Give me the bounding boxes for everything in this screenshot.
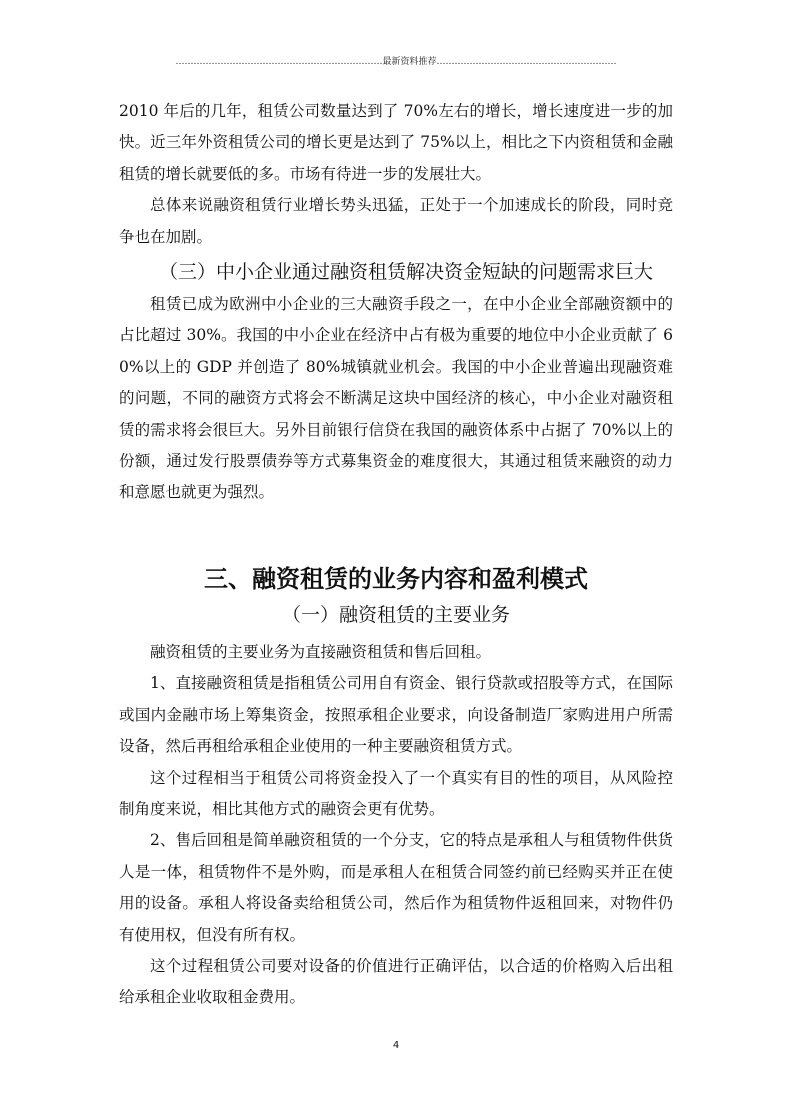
section-heading-three: （三）中小企业通过融资租赁解决资金短缺的问题需求巨大 [159,261,654,284]
header-text: 最新资料推荐 [382,57,437,67]
header-right-dots: …………………………………………………… [436,57,617,67]
paragraph-main-business: 融资租赁的主要业务为直接融资租赁和售后回租。 [150,642,492,661]
paragraph-direct-advantage: 这个过程相当于租赁公司将资金投入了一个真实有目的性的项目，从风险控制角度来说，相比其他方式的融资会更有优势。 [119,768,673,818]
paragraph-summary: 总体来说融资租赁行业增长势头迅猛，正处于一个加速成长的阶段，同时竞争也在加剧。 [119,196,673,246]
page-header [140,54,652,67]
paragraph-direct-leasing: 1、直接融资租赁是指租赁公司用自有资金、银行贷款或招股等方式，在国际或国内金融市场上筹集资金，按照承租企业要求，向设备制造厂家购进用户所需设备，然后再租给承租企业使用的一种主要融资租赁方式。 [119,674,673,756]
paragraph-growth: 2010 年后的几年，租赁公司数量达到了 70%左右的增长，增长速度进一步的加快。近三年外资租赁公司的增长更是达到了 75%以上，相比之下内资租赁和金融租赁的增长就要低的多。市场有待进一步的发展壮大。 [119,102,673,183]
header-left-dots: …………………………………………………………… [175,57,383,67]
subsection-heading: （一）融资租赁的主要业务 [281,603,510,626]
paragraph-leaseback-valuation: 这个过程租赁公司要对设备的价值进行正确评估，以合适的价格购入后出租给承租企业收取租金费用。 [119,956,673,1007]
chapter-heading: 三、融资租赁的业务内容和盈利模式 [204,564,588,593]
page-number: 4 [392,1040,400,1051]
document-body [119,96,673,1014]
paragraph-sme-demand: 租赁已成为欧洲中小企业的三大融资手段之一，在中小企业全部融资额中的占比超过 30%。我国的中小企业在经济中占有极为重要的地位中小企业贡献了 60%以上的 GDP 并创造了 80%城镇就业机会。我国的中小企业普遍出现融资难的问题，不同的融资方式将会不断满足这块中国经济的核心，中小企业对融资租赁的需求将会很巨大。另外目前银行信贷在我国的融资体系中占据了 70%以上的份额，通过发行股票债券等方式募集资金的难度很大，其通过租赁来融资的动力和意愿也就更为强烈。 [119,295,673,502]
paragraph-sale-leaseback: 2、售后回租是简单融资租赁的一个分支，它的特点是承租人与租赁物件供货人是一体，租赁物件不是外购，而是承租人在租赁合同签约前已经购买并正在使用的设备。承租人将设备卖给租赁公司，然后作为租赁物件返租回来，对物件仍有使用权，但没有所有权。 [119,831,673,944]
